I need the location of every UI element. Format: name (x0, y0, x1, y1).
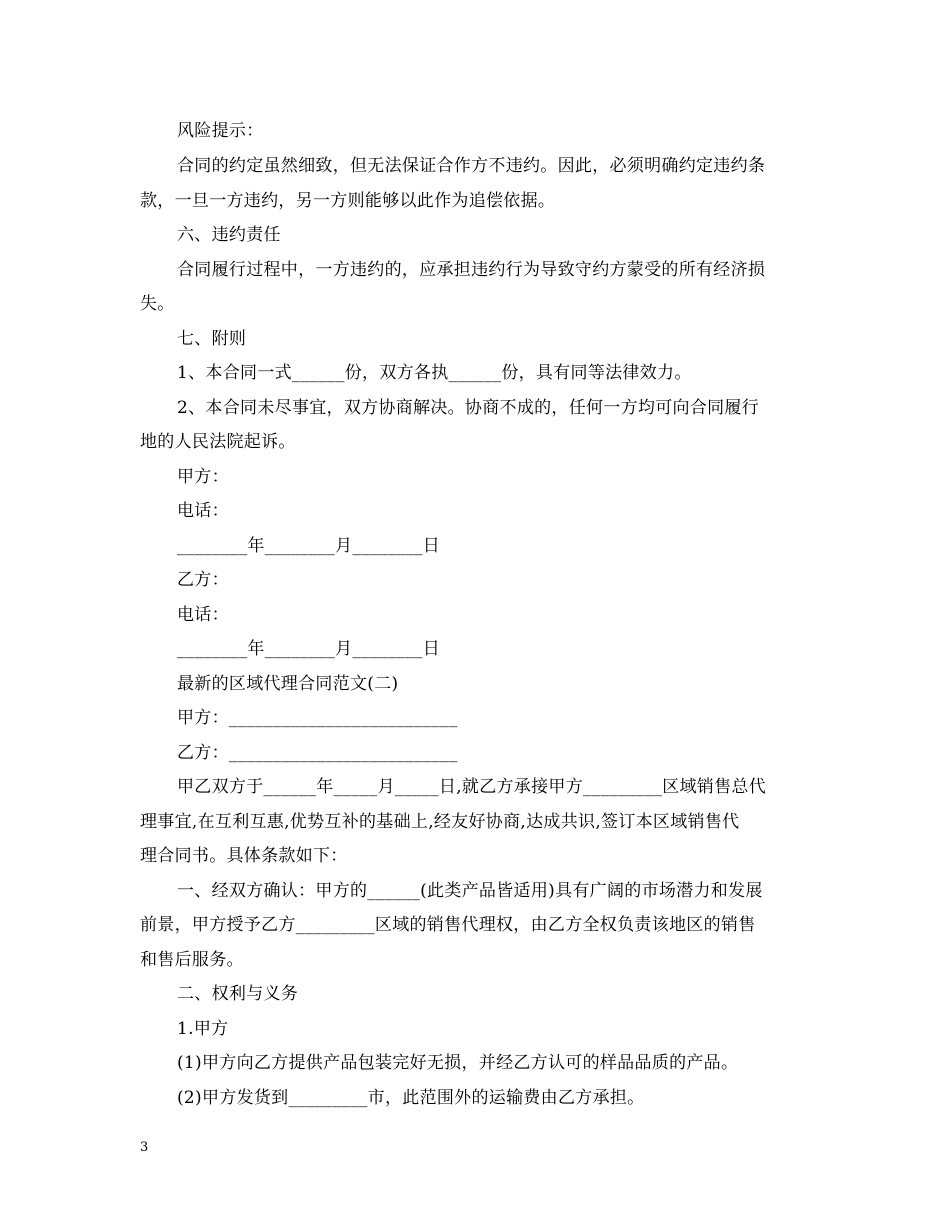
contract-title: 最新的区域代理合同范文(二) (177, 674, 399, 694)
section-heading-rights-obligations: 二、权利与义务 (177, 984, 299, 1004)
clause-line: 1、本合同一式______份，双方各执______份，具有同等法律效力。 (177, 363, 692, 383)
phone-label: 电话： (177, 501, 229, 521)
paragraph-line: 理事宜,在互利互惠,优势互补的基础上,经友好协商,达成共识,签订本区域销售代 (140, 812, 740, 832)
date-line: ________年________月________日 (177, 536, 441, 556)
paragraph-line: 前景，甲方授予乙方_________区域的销售代理权，由乙方全权负责该地区的销售 (140, 915, 756, 935)
party-b-field: 乙方：__________________________ (177, 743, 458, 763)
paragraph-line: 甲乙双方于______年_____月_____日,就乙方承接甲方_________区域销售总代 (177, 777, 767, 797)
page-number: 3 (140, 1140, 149, 1155)
phone-label: 电话： (177, 605, 229, 625)
party-a-label: 甲方： (177, 467, 229, 487)
paragraph-line: 失。 (140, 294, 175, 314)
section-heading-supplementary: 七、附则 (177, 329, 247, 349)
paragraph-line: 理合同书。具体条款如下： (140, 846, 348, 866)
party-a-field: 甲方：__________________________ (177, 708, 458, 728)
paragraph-line: 合同的约定虽然细致，但无法保证合作方不违约。因此，必须明确约定违约条 (177, 156, 766, 176)
subsection-heading-party-a: 1.甲方 (177, 1019, 229, 1039)
clause-line: 地的人民法院起诉。 (140, 432, 296, 452)
date-line: ________年________月________日 (177, 639, 441, 659)
paragraph-line: 和售后服务。 (140, 950, 244, 970)
party-b-label: 乙方： (177, 570, 229, 590)
clause-line: (2)甲方发货到_________市，此范围外的运输费由乙方承担。 (177, 1088, 645, 1108)
paragraph-line: 款，一旦一方违约，另一方则能够以此作为追偿依据。 (140, 191, 556, 211)
clause-line: (1)甲方向乙方提供产品包装完好无损，并经乙方认可的样品品质的产品。 (177, 1053, 739, 1073)
paragraph-line: 一、经双方确认：甲方的______(此类产品皆适用)具有广阔的市场潜力和发展 (177, 881, 763, 901)
clause-line: 2、本合同未尽事宜，双方协商解决。协商不成的，任何一方均可向合同履行 (177, 398, 760, 418)
section-heading-breach-liability: 六、违约责任 (177, 225, 281, 245)
risk-tip-heading: 风险提示： (177, 121, 264, 141)
paragraph-line: 合同履行过程中，一方违约的，应承担违约行为导致守约方蒙受的所有经济损 (177, 260, 766, 280)
